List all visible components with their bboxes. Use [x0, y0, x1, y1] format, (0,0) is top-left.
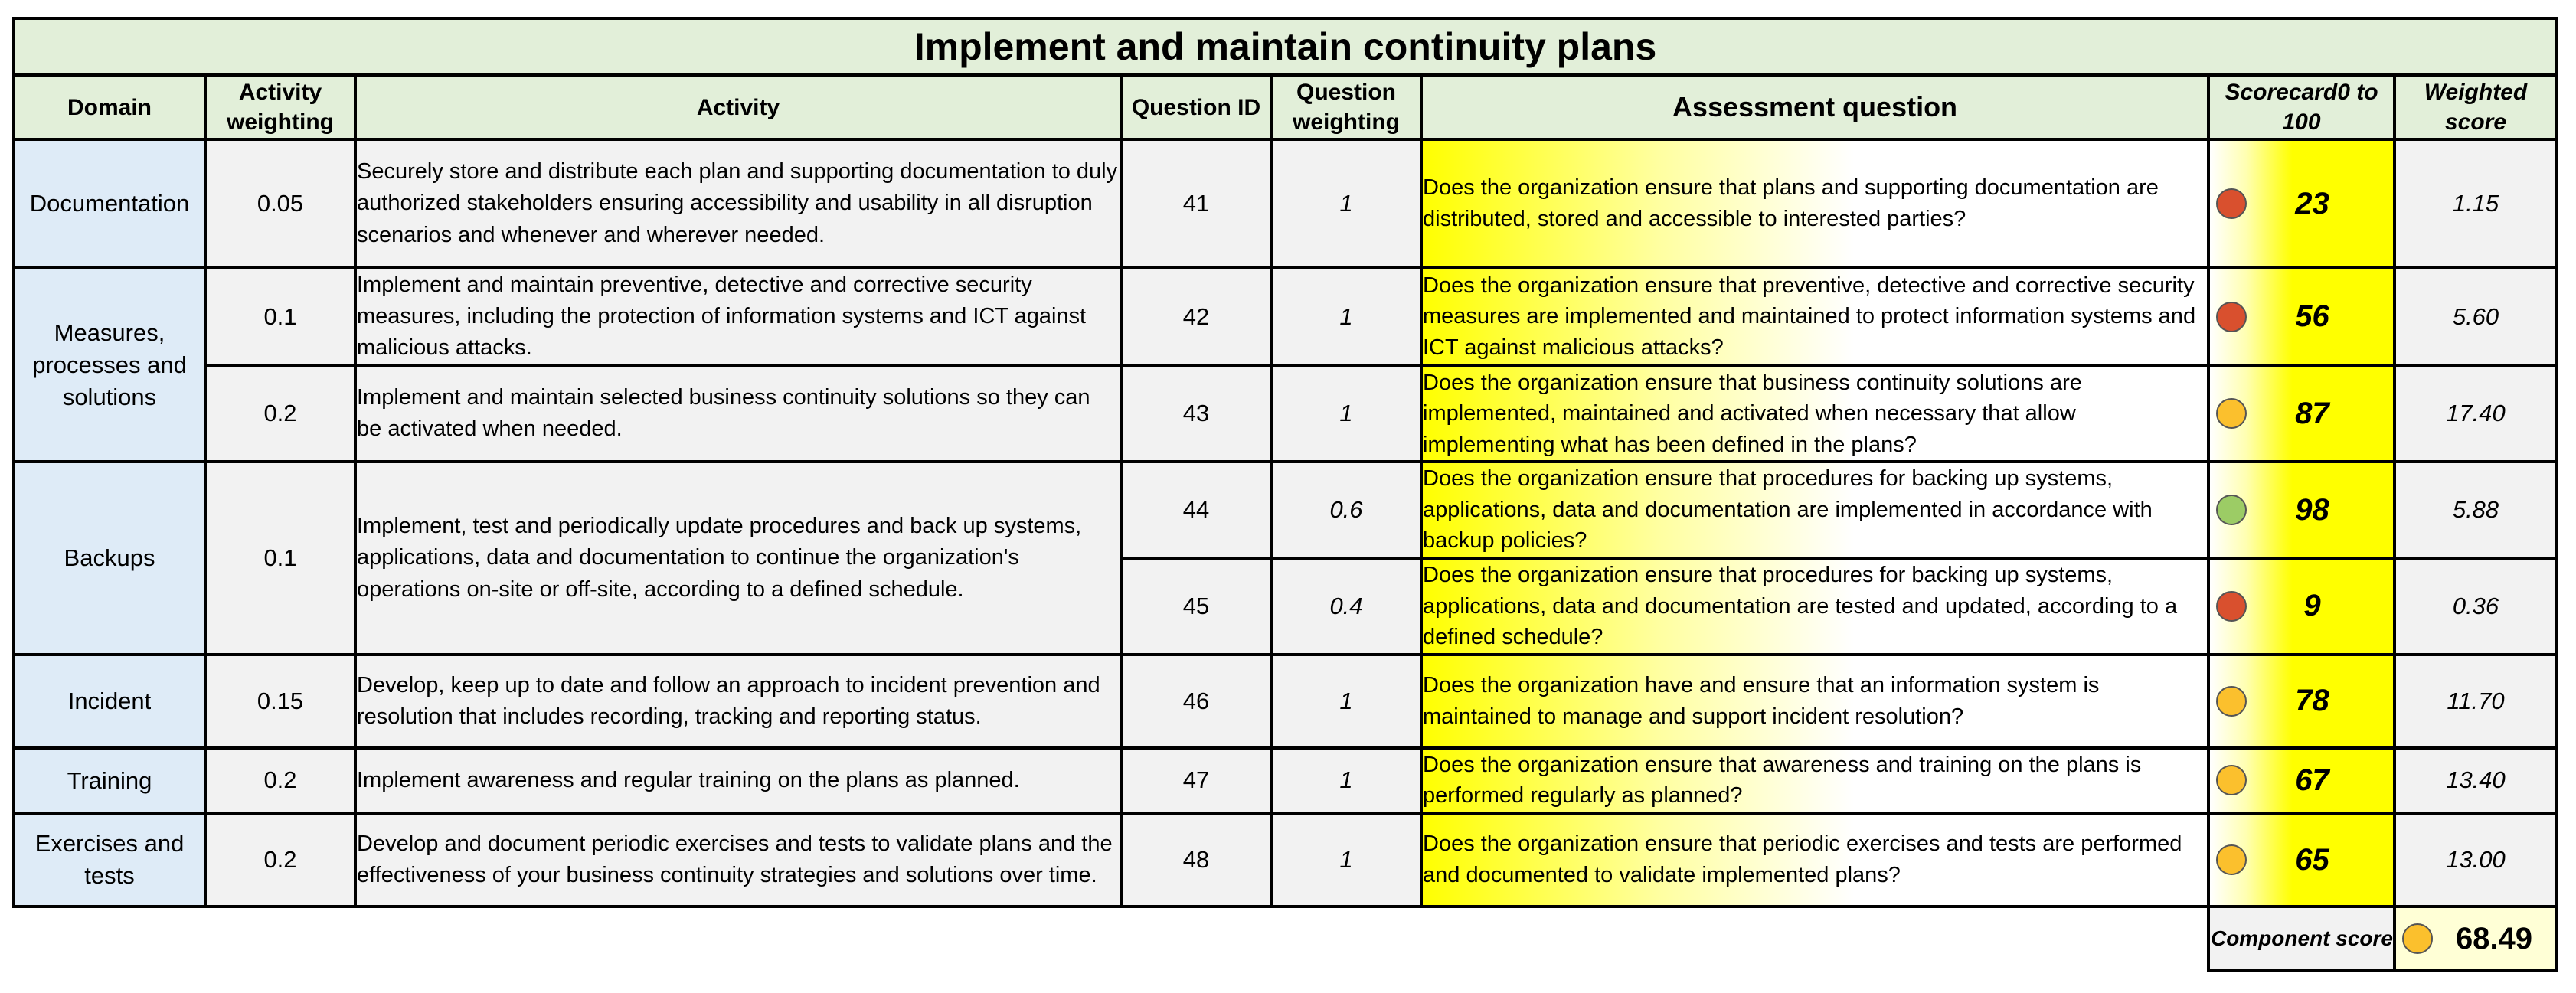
weighted-score-cell: 5.60 [2395, 268, 2557, 366]
score-value: 56 [2295, 299, 2329, 334]
score-cell[interactable] [2208, 268, 2395, 366]
status-dot-icon [2216, 495, 2247, 525]
weighted-score-cell: 13.40 [2395, 748, 2557, 813]
status-dot-icon [2216, 686, 2247, 717]
question-cell: Does the organization ensure that business continuity solutions are implemented, maintained and activated when necessary that allow implementing what has been defined in the plans? [1421, 366, 2208, 462]
activity-cell: Implement and maintain selected business continuity solutions so they can be activated when needed. [355, 366, 1121, 462]
score-cell[interactable] [2208, 558, 2395, 655]
table-row [14, 366, 2557, 462]
domain-cell: Measures, processes and solutions [14, 268, 205, 462]
activity-weight-cell: 0.2 [205, 366, 355, 462]
score-value: 23 [2295, 186, 2329, 220]
activity-cell: Implement awareness and regular training on the plans as planned. [355, 748, 1121, 813]
activity-cell: Implement, test and periodically update procedures and back up systems, applications, data and documentation to continue the organization's operations on-site or off-site, according to a defined schedule. [355, 462, 1121, 655]
score-value: 67 [2295, 763, 2329, 797]
question-id-cell: 41 [1121, 139, 1271, 268]
question-weight-cell: 1 [1271, 268, 1421, 366]
weighted-score-cell: 17.40 [2395, 366, 2557, 462]
status-dot-icon [2216, 302, 2247, 332]
domain-cell: Incident [14, 655, 205, 748]
domain-cell: Backups [14, 462, 205, 655]
activity-weight-cell: 0.1 [205, 268, 355, 366]
question-cell: Does the organization ensure that awareness and training on the plans is performed regularly as planned? [1421, 748, 2208, 813]
score-cell[interactable] [2208, 366, 2395, 462]
question-weight-cell: 1 [1271, 655, 1421, 748]
score-cell[interactable] [2208, 655, 2395, 748]
question-weight-cell: 0.6 [1271, 462, 1421, 558]
score-cell[interactable] [2208, 462, 2395, 558]
question-id-cell: 47 [1121, 748, 1271, 813]
activity-weight-cell: 0.2 [205, 748, 355, 813]
weighted-score-cell: 13.00 [2395, 813, 2557, 906]
table-row [14, 748, 2557, 813]
activity-cell: Securely store and distribute each plan and supporting documentation to duly authorized stakeholders ensuring accessibility and usability in all disruption scenarios and whenever and wherever needed. [355, 139, 1121, 268]
table-row [14, 462, 2557, 558]
question-id-cell: 44 [1121, 462, 1271, 558]
score-value: 65 [2295, 842, 2329, 877]
status-dot-icon [2216, 765, 2247, 795]
assessment-table [12, 17, 2558, 972]
header-question-weighting: Question weighting [1271, 75, 1421, 139]
score-value: 78 [2295, 684, 2329, 718]
sheet-title: Implement and maintain continuity plans [14, 18, 2557, 75]
header-assessment-question: Assessment question [1421, 75, 2208, 139]
question-id-cell: 46 [1121, 655, 1271, 748]
question-weight-cell: 1 [1271, 139, 1421, 268]
score-cell[interactable] [2208, 813, 2395, 906]
question-cell: Does the organization ensure that preventive, detective and corrective security measures are implemented and maintained to protect information systems and ICT against malicious attacks? [1421, 268, 2208, 366]
question-cell: Does the organization have and ensure that an information system is maintained to manage and support incident resolution? [1421, 655, 2208, 748]
weighted-score-cell: 0.36 [2395, 558, 2557, 655]
activity-weight-cell: 0.15 [205, 655, 355, 748]
question-cell: Does the organization ensure that plans and supporting documentation are distributed, stored and accessible to interested parties? [1421, 139, 2208, 268]
activity-weight-cell: 0.2 [205, 813, 355, 906]
score-cell[interactable] [2208, 139, 2395, 268]
activity-cell: Implement and maintain preventive, detective and corrective security measures, including the protection of information systems and ICT against malicious attacks. [355, 268, 1121, 366]
status-dot-icon [2216, 188, 2247, 219]
domain-cell: Exercises and tests [14, 813, 205, 906]
question-id-cell: 43 [1121, 366, 1271, 462]
domain-cell: Documentation [14, 139, 205, 268]
question-id-cell: 42 [1121, 268, 1271, 366]
question-weight-cell: 1 [1271, 748, 1421, 813]
weighted-score-cell: 1.15 [2395, 139, 2557, 268]
header-weighted-score: Weighted score [2395, 75, 2557, 139]
header-scorecard: Scorecard0 to 100 [2208, 75, 2395, 139]
score-cell[interactable] [2208, 748, 2395, 813]
activity-cell: Develop and document periodic exercises and tests to validate plans and the effectiveness of your business continuity strategies and solutions over time. [355, 813, 1121, 906]
header-domain: Domain [14, 75, 205, 139]
domain-cell: Training [14, 748, 205, 813]
status-dot-icon [2216, 844, 2247, 875]
table-row [14, 139, 2557, 268]
status-dot-icon [2216, 398, 2247, 429]
question-weight-cell: 1 [1271, 813, 1421, 906]
score-value: 9 [2303, 589, 2321, 623]
question-cell: Does the organization ensure that periodic exercises and tests are performed and documented to validate implemented plans? [1421, 813, 2208, 906]
header-activity: Activity [355, 75, 1121, 139]
component-row [14, 906, 2557, 971]
table-row [14, 268, 2557, 366]
question-cell: Does the organization ensure that procedures for backing up systems, applications, data and documentation are implemented in accordance with backup policies? [1421, 462, 2208, 558]
activity-weight-cell: 0.05 [205, 139, 355, 268]
question-weight-cell: 1 [1271, 366, 1421, 462]
question-cell: Does the organization ensure that procedures for backing up systems, applications, data and documentation are tested and updated, according to a defined schedule? [1421, 558, 2208, 655]
question-weight-cell: 0.4 [1271, 558, 1421, 655]
score-value: 87 [2295, 396, 2329, 430]
weighted-score-cell: 5.88 [2395, 462, 2557, 558]
status-dot-icon [2402, 923, 2433, 954]
question-id-cell: 45 [1121, 558, 1271, 655]
component-score-value: 68.49 [2455, 921, 2533, 955]
table-row [14, 813, 2557, 906]
component-score-label: Component score [2208, 906, 2395, 971]
activity-weight-cell: 0.1 [205, 462, 355, 655]
weighted-score-cell: 11.70 [2395, 655, 2557, 748]
header-question-id: Question ID [1121, 75, 1271, 139]
score-value: 98 [2295, 492, 2329, 527]
component-score-cell [2395, 906, 2557, 971]
status-dot-icon [2216, 591, 2247, 622]
header-activity-weighting: Activity weighting [205, 75, 355, 139]
table-row [14, 655, 2557, 748]
activity-cell: Develop, keep up to date and follow an approach to incident prevention and resolution that includes recording, tracking and reporting status. [355, 655, 1121, 748]
question-id-cell: 48 [1121, 813, 1271, 906]
